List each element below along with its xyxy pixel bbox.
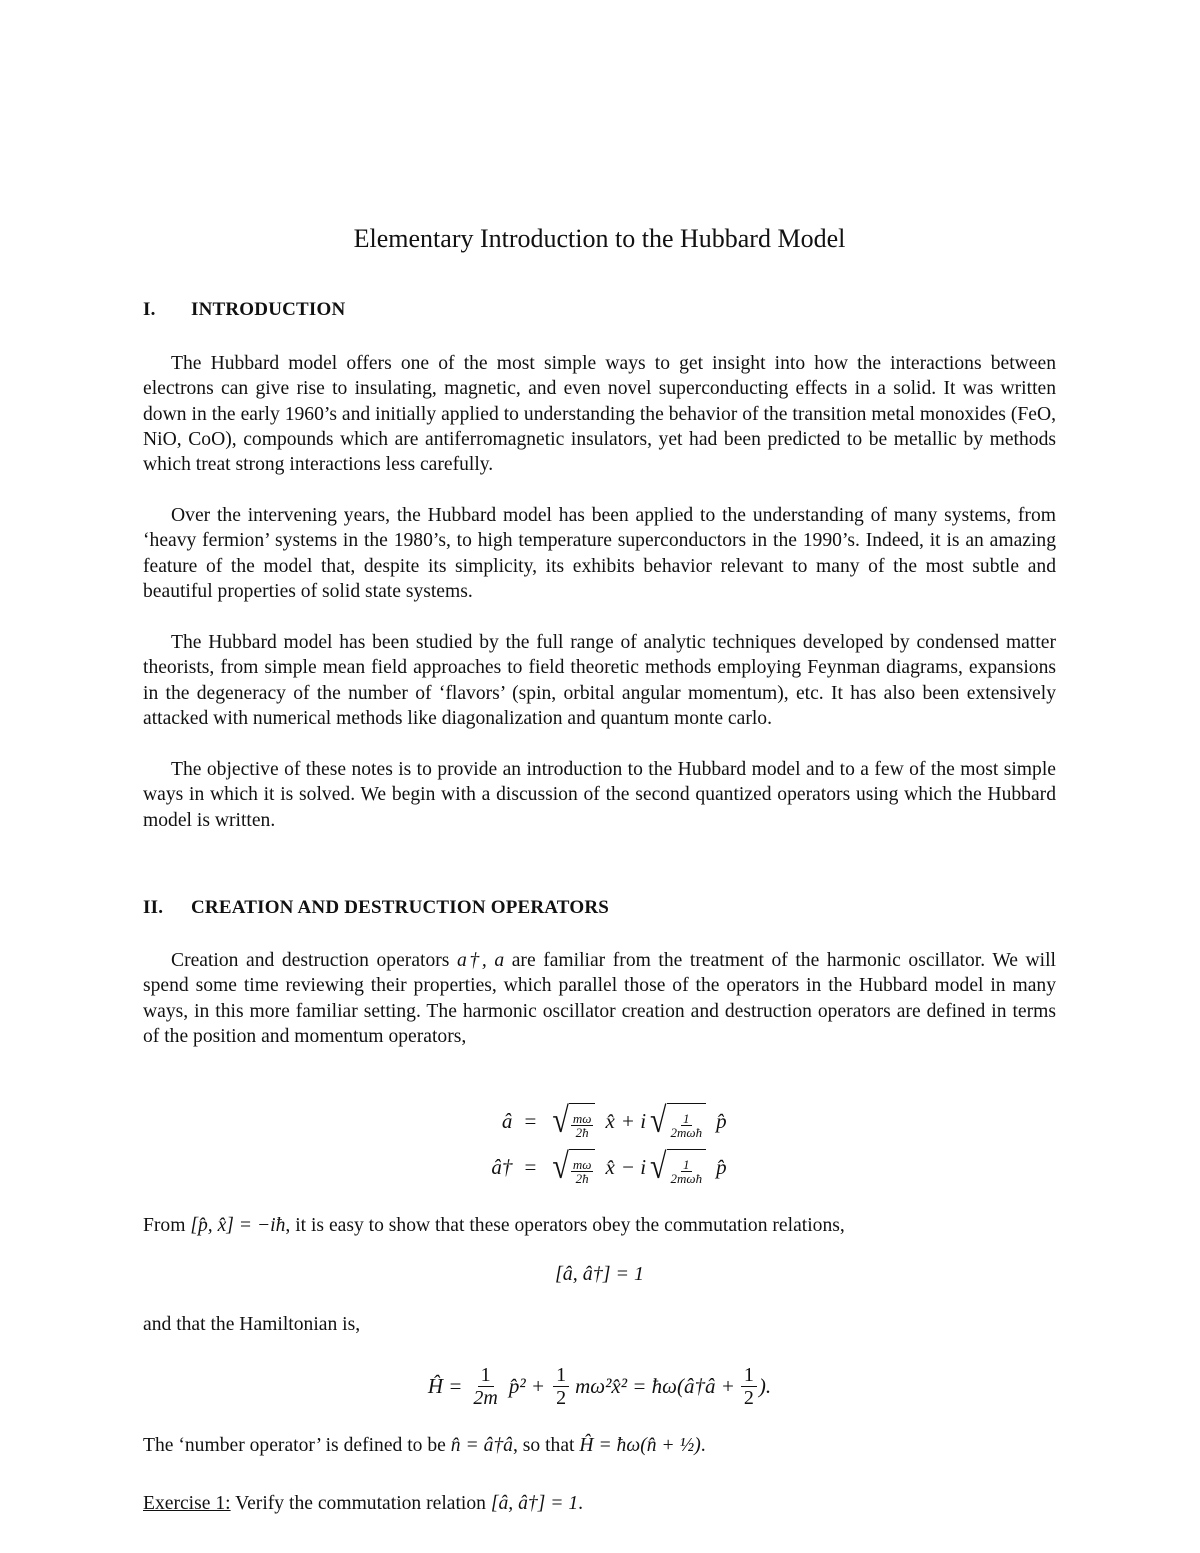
sqrt-term bbox=[552, 1100, 595, 1141]
radical-sign: √ bbox=[650, 1146, 667, 1187]
equation-ladder-operators bbox=[143, 1098, 1056, 1190]
paper-title: Elementary Introduction to the Hubbard Model bbox=[353, 224, 846, 254]
frac-denominator: 2ħ bbox=[575, 1125, 589, 1140]
p-operator: p̂ bbox=[716, 1154, 727, 1179]
equation-row-hamiltonian bbox=[143, 1356, 1056, 1416]
equals-sign: = bbox=[524, 1154, 537, 1179]
commutator-paragraph bbox=[143, 1213, 1056, 1238]
intro-paragraph-2: Over the intervening years, the Hubbard model has been applied to the understanding of many systems, from ‘heavy fermion’ systems in the 1980’s, to high temperature superconductors in the 1990’s. Indeed, it is an amazing feature of the model that, despite its simplicity, its exhibits behavior relevant to many of the most subtle and beautiful properties of solid state systems. bbox=[143, 505, 1056, 602]
equation-hamiltonian bbox=[143, 1356, 1056, 1416]
commutation-relation: [â, â†] = 1 bbox=[554, 1263, 645, 1285]
intro-paragraph-3: The Hubbard model has been studied by the full range of analytic techniques developed by condensed matter theorists, from simple mean field approaches to field theoretic methods employing Feynman diagrams, expansions in the degeneracy of the number of ‘flavors’ (spin, orbital angular momentum), etc. It has also been extensively attacked with numerical methods like diagonalization and quantum monte carlo. bbox=[143, 632, 1056, 729]
text-run: . bbox=[700, 1435, 706, 1456]
section-heading-introduction bbox=[143, 297, 345, 323]
frac-denominator: 2m bbox=[473, 1386, 498, 1409]
hamiltonian-end: ). bbox=[758, 1373, 772, 1398]
sqrt-term bbox=[650, 1146, 706, 1187]
math-inline: [p̂, x̂] = −iħ bbox=[190, 1215, 286, 1236]
intro-paragraph-4: The objective of these notes is to provide an introduction to the Hubbard model and to a few of the most simple ways in which it is solved. We begin with a discussion of the second quantized operators using which the Hubbard model is written. bbox=[143, 759, 1056, 831]
exercise-1 bbox=[143, 1491, 1056, 1516]
frac-numerator: 1 bbox=[683, 1111, 690, 1126]
section-title: CREATION AND DESTRUCTION OPERATORS bbox=[191, 897, 610, 918]
math-inline: Ĥ = ħω(n̂ + ½) bbox=[579, 1435, 701, 1456]
hamiltonian-middle: mω²x̂² = ħω(â†â + bbox=[575, 1373, 735, 1398]
x-operator: x̂ bbox=[605, 1154, 615, 1179]
math-inline: n̂ = â†â bbox=[450, 1435, 513, 1456]
text-run: Creation and destruction operators bbox=[171, 950, 457, 971]
x-operator: x̂ bbox=[605, 1108, 615, 1133]
section-title: INTRODUCTION bbox=[191, 299, 346, 320]
section-number: II. bbox=[143, 897, 164, 918]
equation-rhs bbox=[548, 1146, 727, 1187]
number-operator-paragraph bbox=[143, 1433, 1056, 1458]
equation-lhs: â† bbox=[491, 1154, 513, 1179]
math-inline: a†, a bbox=[456, 950, 505, 971]
fraction-1-over-2 bbox=[741, 1364, 757, 1409]
equation-rhs bbox=[548, 1100, 727, 1141]
frac-numerator: 1 bbox=[478, 1364, 494, 1387]
operators-paragraph bbox=[143, 948, 1056, 1049]
text-run: From bbox=[143, 1215, 191, 1236]
frac-numerator: 1 bbox=[553, 1364, 569, 1387]
equation-commutation-relation bbox=[143, 1263, 1056, 1286]
text-run: , it is easy to show that these operators obey the commutation relations, bbox=[285, 1215, 845, 1236]
frac-numerator: mω bbox=[572, 1111, 592, 1126]
hamiltonian-intro: and that the Hamiltonian is, bbox=[143, 1314, 361, 1335]
frac-denominator: 2mωħ bbox=[670, 1171, 703, 1186]
p-squared-term: p̂² + bbox=[508, 1373, 546, 1398]
fraction-1-over-2 bbox=[553, 1364, 569, 1409]
equals-sign: = bbox=[524, 1108, 537, 1133]
hamiltonian-lhs: Ĥ = bbox=[427, 1373, 463, 1398]
text-run: The ‘number operator’ is defined to be bbox=[143, 1435, 451, 1456]
radical-sign: √ bbox=[552, 1100, 569, 1141]
minus-i: − i bbox=[620, 1154, 647, 1179]
fraction-1-over-2m bbox=[470, 1364, 500, 1409]
exercise-label: Exercise 1: bbox=[143, 1493, 231, 1514]
radical-sign: √ bbox=[650, 1100, 667, 1141]
frac-numerator: mω bbox=[572, 1157, 592, 1172]
equation-row-a bbox=[143, 1098, 1056, 1144]
text-run: . bbox=[578, 1493, 584, 1514]
equation-row-adag bbox=[143, 1144, 1056, 1190]
intro-paragraph-1: The Hubbard model offers one of the most simple ways to get insight into how the interactions between electrons can give rise to insulating, magnetic, and even novel superconducting effects in a solid. It was written down in the early 1960’s and initially applied to understanding the behavior of the transition metal monoxides (FeO, NiO, CoO), compounds which are antiferromagnetic insulators, yet had been predicted to be metallic by methods which treat strong interactions less carefully. bbox=[143, 353, 1056, 476]
frac-denominator: 2 bbox=[556, 1386, 567, 1409]
p-operator: p̂ bbox=[716, 1108, 727, 1133]
section-heading-operators bbox=[143, 895, 609, 921]
frac-denominator: 2mωħ bbox=[670, 1125, 703, 1140]
radical-sign: √ bbox=[552, 1146, 569, 1187]
frac-numerator: 1 bbox=[741, 1364, 757, 1387]
sqrt-term bbox=[650, 1100, 706, 1141]
frac-numerator: 1 bbox=[683, 1157, 690, 1172]
math-inline: [â, â†] = 1 bbox=[490, 1493, 579, 1514]
text-run: Verify the commutation relation bbox=[230, 1493, 491, 1514]
section-number: I. bbox=[143, 299, 156, 320]
text-run: are familiar from the treatment of the harmonic oscillator. We will spend some time reviewing their properties, which parallel those of the operators in the Hubbard model in many ways, in this more familiar setting. The harmonic oscillator creation and destruction operators are defined in terms of the position and momentum operators, bbox=[143, 950, 1056, 1047]
text-run: , so that bbox=[512, 1435, 580, 1456]
frac-denominator: 2ħ bbox=[575, 1171, 589, 1186]
equation-lhs: â bbox=[501, 1108, 513, 1133]
sqrt-term bbox=[552, 1146, 595, 1187]
frac-denominator: 2 bbox=[743, 1386, 754, 1409]
plus-i: + i bbox=[620, 1108, 647, 1133]
